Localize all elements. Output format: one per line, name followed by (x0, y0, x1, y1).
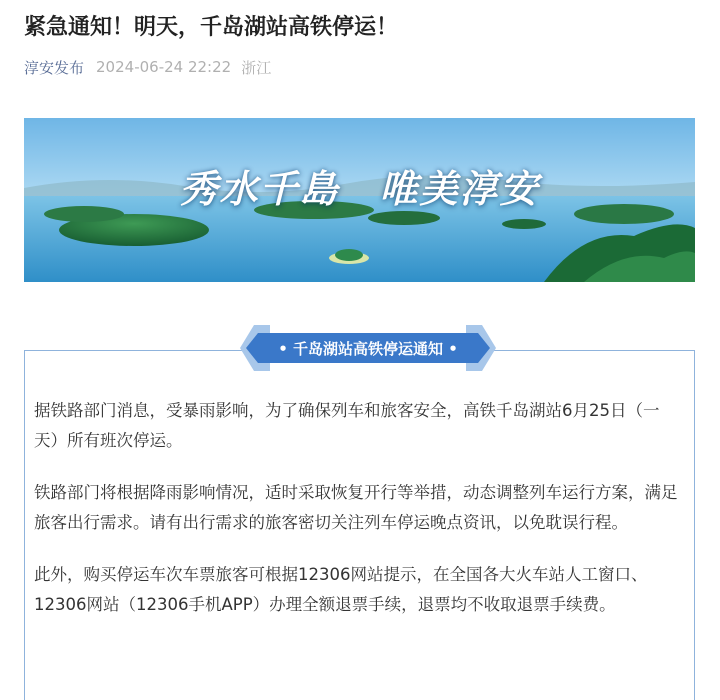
article-title: 紧急通知！明天，千岛湖站高铁停运！ (24, 15, 399, 40)
notice-title: • 千岛湖站高铁停运通知 • (278, 339, 458, 358)
article-meta (24, 56, 271, 78)
notice-body (34, 396, 682, 642)
notice-paragraph: 铁路部门将根据降雨影响情况，适时采取恢复开行等举措，动态调整列车运行方案，满足旅客出行需求。请有出行需求的旅客密切关注列车停运晚点资讯，以免耽误行程。 (34, 483, 678, 532)
publish-region: 浙江 (241, 58, 272, 77)
banner-image (24, 118, 695, 282)
notice-paragraph: 据铁路部门消息，受暴雨影响，为了确保列车和旅客安全，高铁千岛湖站6月25日（一天）所有班次停运。 (34, 401, 660, 450)
banner-slogan (24, 158, 695, 213)
banner-slogan-left: 秀水千島 (179, 166, 340, 211)
publish-time: 2024-06-24 22:22 (96, 58, 232, 76)
account-name-link[interactable]: 淳安发布 (24, 58, 85, 77)
banner-slogan-right: 唯美淳安 (379, 166, 540, 211)
notice-paragraph: 此外，购买停运车次车票旅客可根据12306网站提示，在全国各大火车站人工窗口、12306网站（12306手机APP）办理全额退票手续，退票均不收取退票手续费。 (34, 565, 648, 614)
notice-title-badge (240, 323, 496, 373)
